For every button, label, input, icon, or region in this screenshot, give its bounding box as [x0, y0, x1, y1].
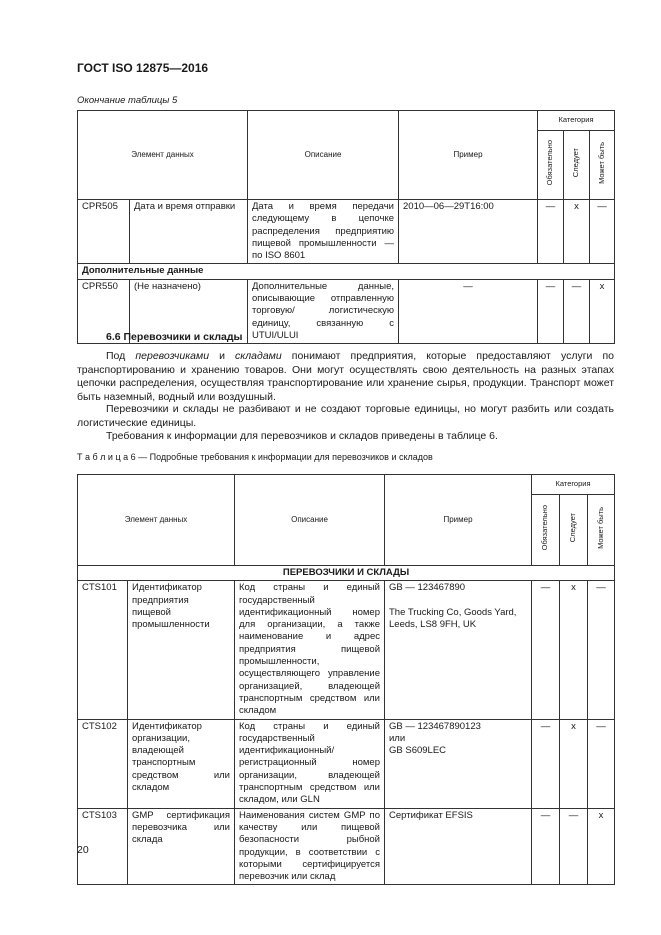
col-description-header: Описание — [248, 111, 399, 200]
cell-may: x — [590, 279, 615, 343]
cell-may: — — [588, 581, 615, 719]
table-continuation-label: Окончание таблицы 5 — [77, 95, 178, 106]
table-row — [78, 719, 615, 808]
table-5 — [77, 110, 615, 344]
cell-mandatory: — — [538, 279, 564, 343]
cell-example: Сертификат EFSIS — [385, 808, 532, 885]
table-6 — [77, 474, 615, 885]
cell-description: Наименования систем GMP по качеству или пищевой безопасности рыбной продукции, в соответствии с которыми сертифицируется перевозчик или склад — [235, 808, 385, 885]
col-should-header: Следует — [568, 513, 578, 543]
cell-should: — — [560, 808, 588, 885]
cell-description: Код страны и единый государственный идентификационный номер для организации, а также наименование и адрес предприятия пищевой промышленности, осуществляющего управление организацией, владеющей транспортным средством или складом — [235, 581, 385, 719]
col-element-header: Элемент данных — [78, 475, 235, 566]
cell-name: Дата и время отправки — [130, 200, 248, 264]
cell-name: Идентификатор предприятия пищевой промышленности — [128, 581, 235, 719]
cell-example: GB — 123467890 The Trucking Co, Goods Yard, Leeds, LS8 9FH, UK — [385, 581, 532, 719]
cell-example: GB — 123467890123 или GB S609LEC — [385, 719, 532, 808]
cell-should: x — [560, 719, 588, 808]
cell-code: CPR550 — [78, 279, 130, 343]
cell-mandatory: — — [532, 719, 560, 808]
cell-mandatory: — — [532, 808, 560, 885]
col-may-header: Может быть — [595, 506, 605, 549]
col-may-header: Может быть — [596, 141, 606, 184]
cell-should: — — [564, 279, 590, 343]
cell-name: (Не назначено) — [130, 279, 248, 343]
cell-may: — — [588, 719, 615, 808]
paragraph-1: Под перевозчиками и складами понимают предприятия, которые предоставляют услуги по транспортированию и хранению товаров. Они могут осуществлять свою деятельность на разных этапах цепочки распределения, осуществляя транспортирование или хранение сырья, продукции. Транспорт может быть наземный, водный или воздушный. — [77, 350, 614, 403]
table-row — [78, 200, 615, 264]
col-should-header: Следует — [571, 148, 581, 178]
table-section-title: ПЕРЕВОЗЧИКИ И СКЛАДЫ — [78, 566, 615, 581]
cell-should: x — [564, 200, 590, 264]
section-heading: 6.6 Перевозчики и склады — [106, 331, 243, 343]
cell-name: GMP сертификация перевозчика или склада — [128, 808, 235, 885]
cell-may: — — [590, 200, 615, 264]
paragraph-3: Требования к информации для перевозчиков и складов приведены в таблице 6. — [106, 430, 498, 442]
cell-description: Дополнительные данные, описывающие отправленную торговую/ логистическую единицу, связанную с UTUI/ULUI — [248, 279, 399, 343]
col-description-header: Описание — [235, 475, 385, 566]
table-row — [78, 581, 615, 719]
cell-mandatory: — — [538, 200, 564, 264]
table-caption: Т а б л и ц а 6 — Подробные требования к информации для перевозчиков и складов — [77, 452, 433, 462]
col-mandatory-header: Обязательно — [545, 140, 555, 186]
col-mandatory-header: Обязательно — [540, 505, 550, 551]
cell-may: x — [588, 808, 615, 885]
cell-mandatory: — — [532, 581, 560, 719]
col-category-header: Категория — [532, 475, 615, 495]
cell-example: — — [399, 279, 538, 343]
col-example-header: Пример — [385, 475, 532, 566]
cell-example: 2010—06—29T16:00 — [399, 200, 538, 264]
paragraph-2: Перевозчики и склады не разбивают и не создают торговые единицы, но могут разбить или создать логистические единицы. — [77, 403, 614, 429]
table-row — [78, 808, 615, 885]
cell-should: x — [560, 581, 588, 719]
cell-code: CPR505 — [78, 200, 130, 264]
document-header: ГОСТ ISO 12875—2016 — [77, 61, 209, 75]
cell-code: CTS101 — [78, 581, 128, 719]
col-example-header: Пример — [399, 111, 538, 200]
cell-description: Дата и время передачи следующему в цепочке распределения предприятию пищевой промышленности — по ISO 8601 — [248, 200, 399, 264]
cell-code: CTS102 — [78, 719, 128, 808]
cell-code: CTS103 — [78, 808, 128, 885]
cell-description: Код страны и единый государственный идентификационный/регистрационный номер организации, владеющей транспортным средством или складом, или GLN — [235, 719, 385, 808]
col-category-header: Категория — [538, 111, 615, 131]
col-element-header: Элемент данных — [78, 111, 248, 200]
page-number: 20 — [77, 844, 89, 856]
cell-name: Идентификатор организации, владеющей транспортным средством или складом — [128, 719, 235, 808]
table-subsection-title: Дополнительные данные — [78, 264, 615, 279]
